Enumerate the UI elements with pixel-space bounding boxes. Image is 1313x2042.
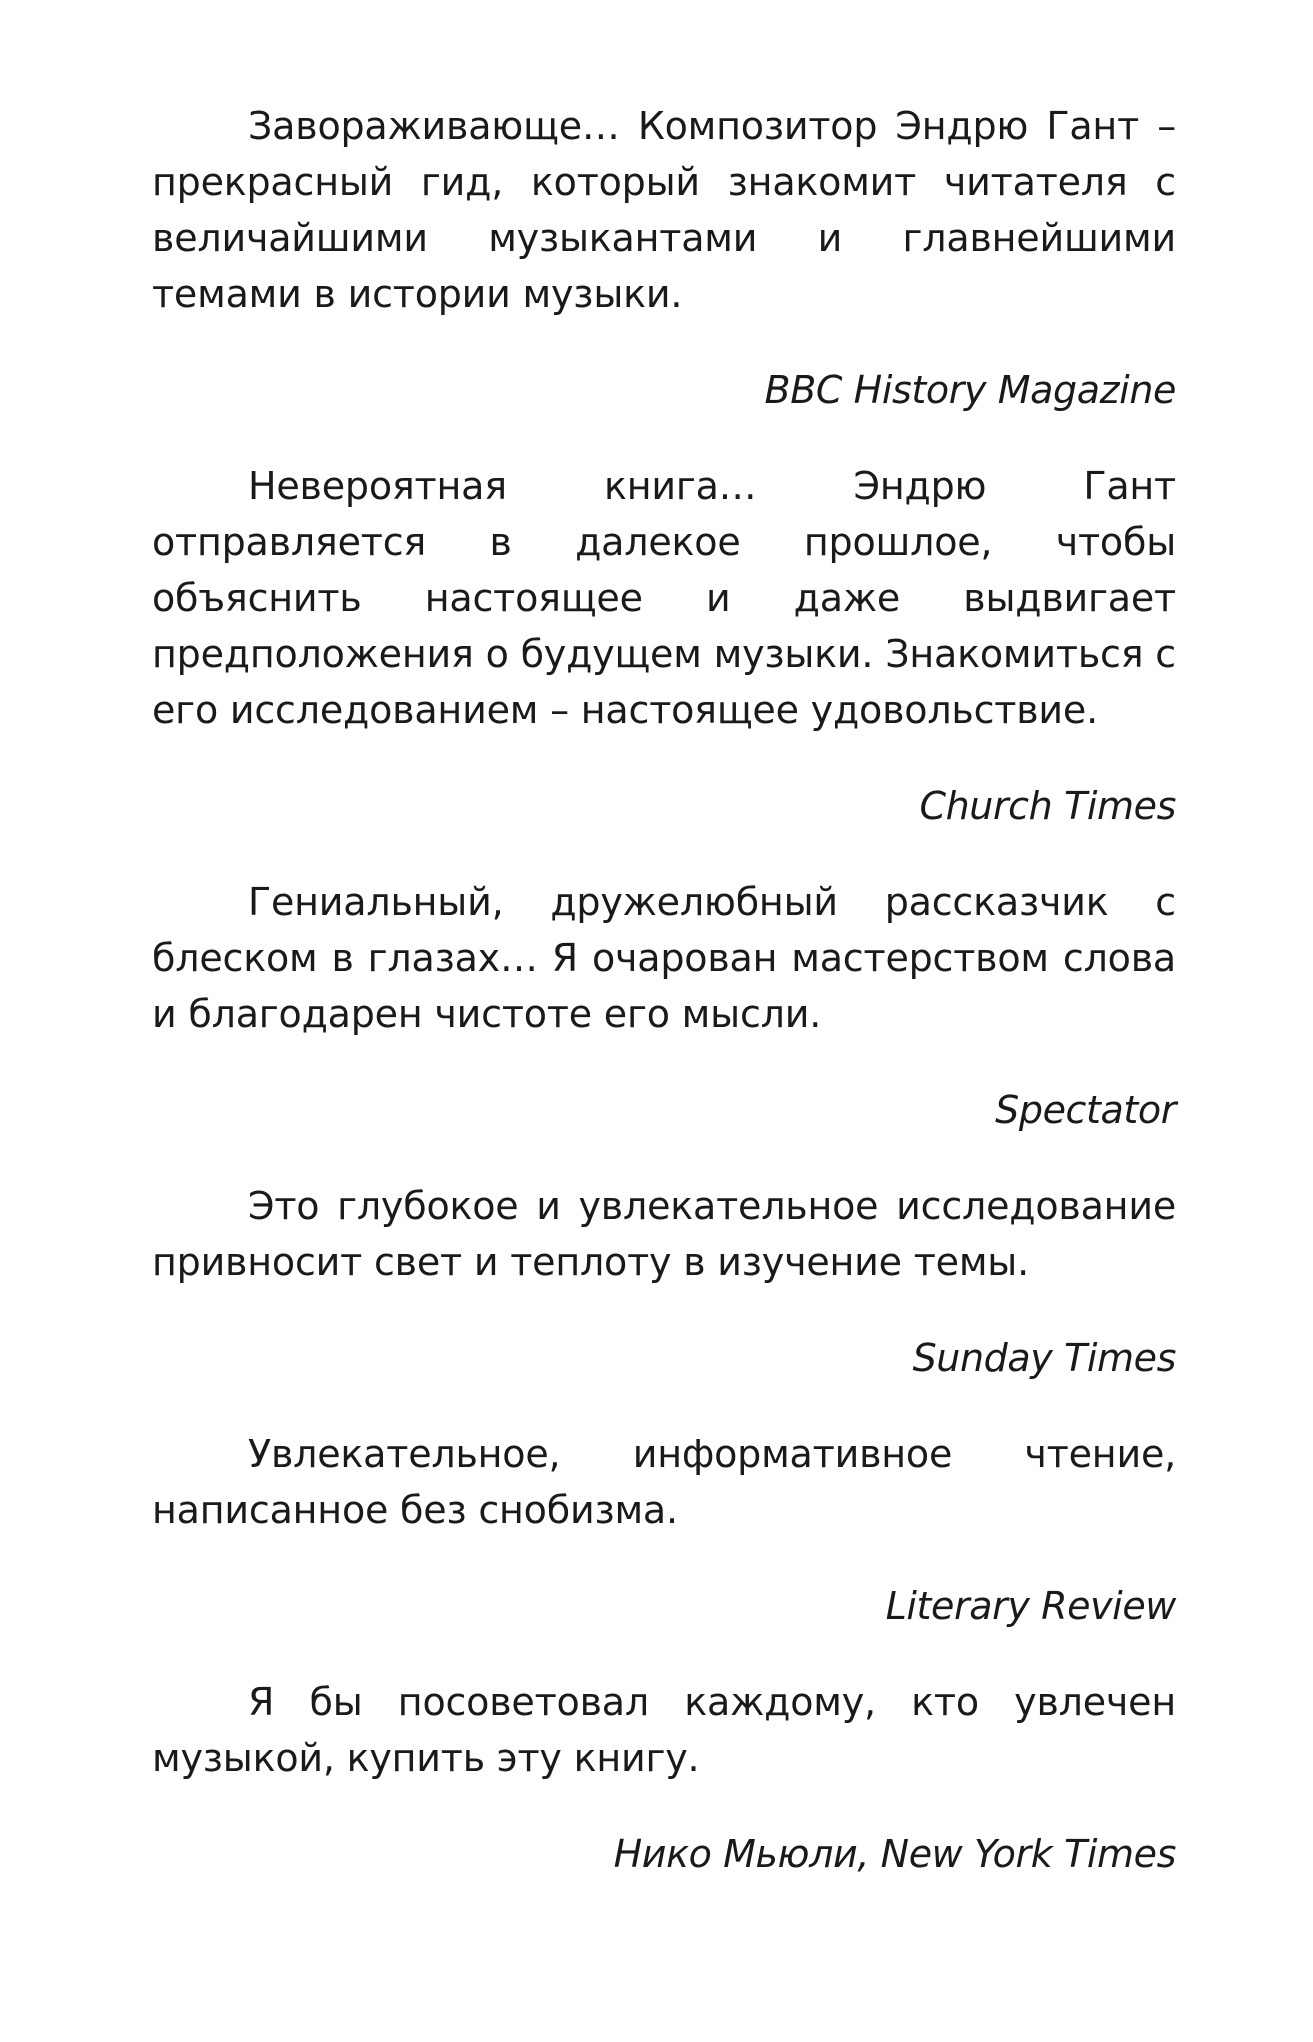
review-source: Church Times — [919, 784, 1176, 828]
review-new-york-times — [152, 1674, 1176, 1882]
book-page — [152, 98, 1176, 1922]
review-source: Literary Review — [885, 1584, 1176, 1628]
review-quote: Я бы посоветовал каждому, кто увлечен музыкой, купить эту книгу. — [152, 1680, 1176, 1780]
review-source: Sunday Times — [912, 1336, 1176, 1380]
review-quote: Это глубокое и увлекательное исследование привносит свет и теплоту в изучение темы. — [152, 1184, 1176, 1284]
review-church-times — [152, 458, 1176, 834]
review-quote: Завораживающе… Композитор Эндрю Гант – прекрасный гид, который знакомит читателя с величайшими музыкантами и главнейшими темами в истории музыки. — [152, 104, 1176, 316]
review-source: Spectator — [995, 1088, 1176, 1132]
review-spectator — [152, 874, 1176, 1138]
review-quote: Увлекательное, информативное чтение, написанное без снобизма. — [152, 1432, 1176, 1532]
review-source: BBC History Magazine — [764, 368, 1176, 412]
review-source: Нико Мьюли, New York Times — [613, 1832, 1176, 1876]
review-quote: Невероятная книга… Эндрю Гант отправляется в далекое прошлое, чтобы объяснить настоящее и даже выдвигает предположения о будущем музыки. Знакомиться с его исследованием – настоящее удовольствие. — [152, 464, 1176, 732]
review-bbc-history — [152, 98, 1176, 418]
review-literary-review — [152, 1426, 1176, 1634]
review-quote: Гениальный, дружелюбный рассказчик с блеском в глазах… Я очарован мастерством слова и благодарен чистоте его мысли. — [152, 880, 1176, 1036]
review-sunday-times — [152, 1178, 1176, 1386]
